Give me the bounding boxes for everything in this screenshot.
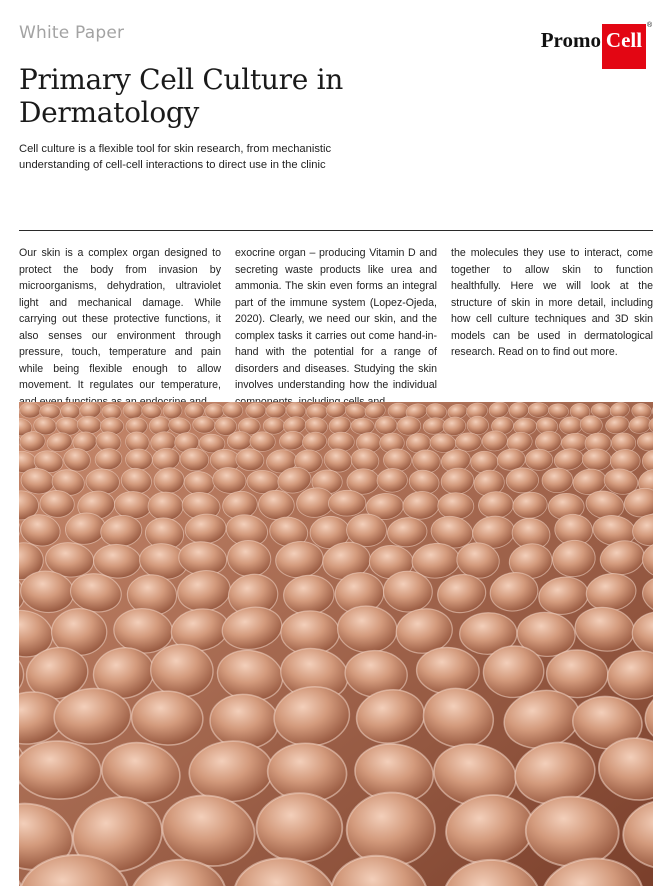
skin-cells-image bbox=[19, 402, 653, 886]
skin-cell bbox=[328, 432, 355, 452]
skin-cell bbox=[123, 402, 143, 419]
logo-promo-text: Promo bbox=[540, 28, 601, 52]
skin-cell bbox=[263, 418, 285, 435]
document-type-label: White Paper bbox=[19, 23, 125, 43]
skin-cells-illustration bbox=[19, 402, 653, 886]
logo-cell-box bbox=[602, 22, 652, 69]
skin-cell bbox=[328, 490, 366, 516]
body-column-2: exocrine organ – producing Vitamin D and secreting waste products like urea and ammonia. The skin even forms an integral part of the immune system (Lopez-Ojeda, 2020). Clearly, we need our skin, and the complex tasks it carries out come hand-in-hand with the potential for a range of disorders and diseases. Studying the skin involves understanding how the individual bbox=[235, 247, 437, 391]
skin-cell bbox=[470, 451, 498, 473]
skin-cell bbox=[148, 492, 183, 521]
body-column-1: Our skin is a complex organ designed to protect the body from invasion by microorganisms, dehydration, ultraviolet light and mechanical damage. While carrying out these protective functions, it also senses our environment through pressure, touch, temperature and pain while being flexible enough to allow movement. It regulates our temperature, bbox=[19, 247, 221, 391]
promocell-logo bbox=[540, 22, 652, 70]
registered-mark: ® bbox=[646, 22, 652, 29]
page-subtitle: Cell culture is a flexible tool for skin research, from mechanistic understanding of cell-cell interactions to direct use in the clinic bbox=[19, 143, 332, 171]
skin-cell bbox=[246, 403, 266, 419]
skin-cell bbox=[351, 418, 375, 435]
skin-cell bbox=[125, 449, 152, 471]
section-divider bbox=[19, 230, 653, 231]
skin-cell bbox=[375, 416, 397, 434]
skin-cell bbox=[438, 492, 474, 519]
skin-cell bbox=[506, 467, 539, 493]
page-title: Primary Cell Culture in Dermatology bbox=[19, 63, 343, 129]
skin-cell bbox=[114, 491, 152, 519]
skin-cell bbox=[525, 449, 553, 470]
skin-cell bbox=[256, 793, 342, 862]
skin-cell bbox=[250, 432, 276, 452]
skin-cell bbox=[582, 449, 611, 471]
body-column-3: the molecules they use to interact, come together to allow skin to function healthfully. Here we will look at the structure of skin in more detail, including how cell culture techniques and 3D skin models can be used in dermatological research. Read on to find out more. bbox=[451, 247, 653, 358]
skin-cell bbox=[383, 449, 412, 472]
body-columns bbox=[19, 245, 653, 410]
logo-cell-text: Cell bbox=[605, 28, 643, 52]
skin-cell bbox=[61, 404, 80, 420]
skin-cell bbox=[205, 404, 225, 419]
